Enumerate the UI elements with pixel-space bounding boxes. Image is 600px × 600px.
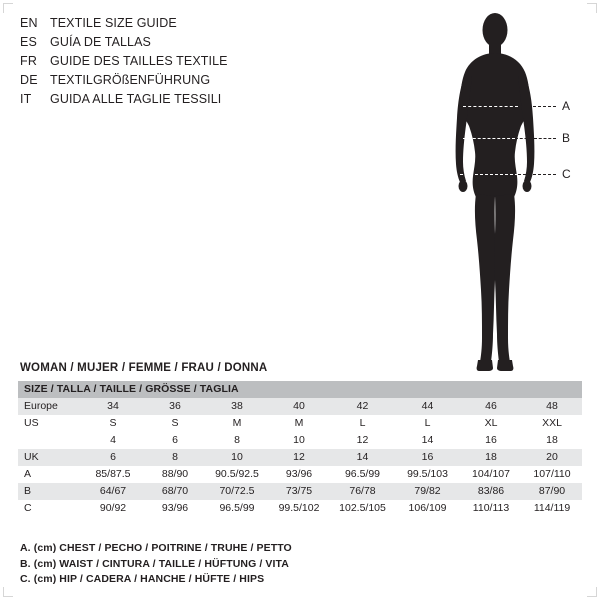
table-row	[18, 432, 582, 449]
table-cell: 87/90	[522, 483, 582, 500]
table-cell: 99.5/103	[395, 466, 460, 483]
chest-measure-line-outer	[518, 106, 556, 107]
table-cell: 12	[330, 432, 395, 449]
table-cell: M	[206, 415, 268, 432]
table-cell: L	[330, 415, 395, 432]
table-row	[18, 483, 582, 500]
table-cell: 83/86	[460, 483, 522, 500]
table-row	[18, 398, 582, 415]
table-cell: 44	[395, 398, 460, 415]
row-label	[18, 432, 82, 449]
marker-label-b: B	[562, 131, 571, 145]
table-cell: 8	[144, 449, 206, 466]
table-cell: XXL	[522, 415, 582, 432]
language-code: DE	[20, 73, 38, 87]
corner-mark-bottom-right	[587, 587, 597, 597]
table-row	[18, 449, 582, 466]
table-row	[18, 466, 582, 483]
table-cell: 16	[460, 432, 522, 449]
legend-line-a: A. (cm) CHEST / PECHO / POITRINE / TRUHE / PETTO	[20, 542, 292, 554]
language-row	[20, 35, 320, 54]
table-cell: 64/67	[82, 483, 144, 500]
language-row	[20, 92, 320, 111]
table-cell: 14	[330, 449, 395, 466]
table-cell: 16	[395, 449, 460, 466]
table-cell: 102.5/105	[330, 500, 395, 517]
size-table-wrapper	[18, 381, 582, 517]
table-cell: 107/110	[522, 466, 582, 483]
language-row	[20, 16, 320, 35]
table-cell: 12	[268, 449, 330, 466]
language-row	[20, 73, 320, 92]
table-cell: 6	[82, 449, 144, 466]
language-title-list	[20, 16, 320, 111]
table-cell: 90.5/92.5	[206, 466, 268, 483]
section-title: WOMAN / MUJER / FEMME / FRAU / DONNA	[20, 362, 268, 374]
language-code: ES	[20, 35, 38, 49]
table-header-label: SIZE / TALLA / TAILLE / GRÖSSE / TAGLIA	[18, 381, 582, 398]
table-cell: 18	[522, 432, 582, 449]
language-title: TEXTILGRÖßENFÜHRUNG	[50, 73, 211, 87]
waist-measure-line-inner	[463, 138, 515, 139]
waist-measure-line-outer	[515, 138, 556, 139]
table-cell: 20	[522, 449, 582, 466]
language-row	[20, 54, 320, 73]
table-cell: 48	[522, 398, 582, 415]
table-cell: 14	[395, 432, 460, 449]
table-cell: S	[144, 415, 206, 432]
table-row	[18, 415, 582, 432]
table-cell: XL	[460, 415, 522, 432]
table-cell: 96.5/99	[206, 500, 268, 517]
row-label: US	[18, 415, 82, 432]
table-cell: 34	[82, 398, 144, 415]
hip-measure-line-outer	[518, 174, 556, 175]
row-label: B	[18, 483, 82, 500]
table-cell: 99.5/102	[268, 500, 330, 517]
row-label: C	[18, 500, 82, 517]
language-code: EN	[20, 16, 38, 30]
size-table	[18, 381, 582, 517]
legend-line-c: C. (cm) HIP / CADERA / HANCHE / HÜFTE / HIPS	[20, 573, 265, 585]
table-cell: M	[268, 415, 330, 432]
table-cell: 70/72.5	[206, 483, 268, 500]
language-code: FR	[20, 54, 38, 68]
language-title: TEXTILE SIZE GUIDE	[50, 16, 177, 30]
table-cell: 85/87.5	[82, 466, 144, 483]
table-cell: 88/90	[144, 466, 206, 483]
language-code: IT	[20, 92, 32, 106]
female-silhouette-icon	[420, 8, 570, 373]
table-cell: S	[82, 415, 144, 432]
table-cell: 76/78	[330, 483, 395, 500]
table-cell: 110/113	[460, 500, 522, 517]
table-header-row	[18, 381, 582, 398]
table-cell: 114/119	[522, 500, 582, 517]
table-cell: 90/92	[82, 500, 144, 517]
marker-label-c: C	[562, 167, 571, 181]
table-cell: 36	[144, 398, 206, 415]
legend-line-b: B. (cm) WAIST / CINTURA / TAILLE / HÜFTUNG / VITA	[20, 557, 289, 570]
corner-mark-top-left	[3, 3, 13, 13]
table-cell: 10	[206, 449, 268, 466]
table-cell: 8	[206, 432, 268, 449]
measurement-figure	[400, 8, 590, 373]
table-cell: 10	[268, 432, 330, 449]
table-cell: 40	[268, 398, 330, 415]
table-cell: 46	[460, 398, 522, 415]
measurement-legend	[20, 541, 420, 588]
table-cell: 96.5/99	[330, 466, 395, 483]
marker-label-a: A	[562, 99, 571, 113]
hip-measure-line-inner	[460, 174, 518, 175]
row-label: UK	[18, 449, 82, 466]
table-cell: 106/109	[395, 500, 460, 517]
table-cell: 104/107	[460, 466, 522, 483]
table-cell: 4	[82, 432, 144, 449]
table-cell: 93/96	[268, 466, 330, 483]
chest-measure-line-inner	[463, 106, 518, 107]
table-cell: 6	[144, 432, 206, 449]
table-cell: 68/70	[144, 483, 206, 500]
table-cell: 42	[330, 398, 395, 415]
language-title: GUÍA DE TALLAS	[50, 35, 151, 49]
table-cell: 93/96	[144, 500, 206, 517]
table-cell: 79/82	[395, 483, 460, 500]
row-label: A	[18, 466, 82, 483]
table-cell: 73/75	[268, 483, 330, 500]
table-row	[18, 500, 582, 517]
row-label: Europe	[18, 398, 82, 415]
language-title: GUIDA ALLE TAGLIE TESSILI	[50, 92, 222, 106]
language-title: GUIDE DES TAILLES TEXTILE	[50, 54, 228, 68]
table-cell: 38	[206, 398, 268, 415]
corner-mark-bottom-left	[3, 587, 13, 597]
table-cell: 18	[460, 449, 522, 466]
table-cell: L	[395, 415, 460, 432]
